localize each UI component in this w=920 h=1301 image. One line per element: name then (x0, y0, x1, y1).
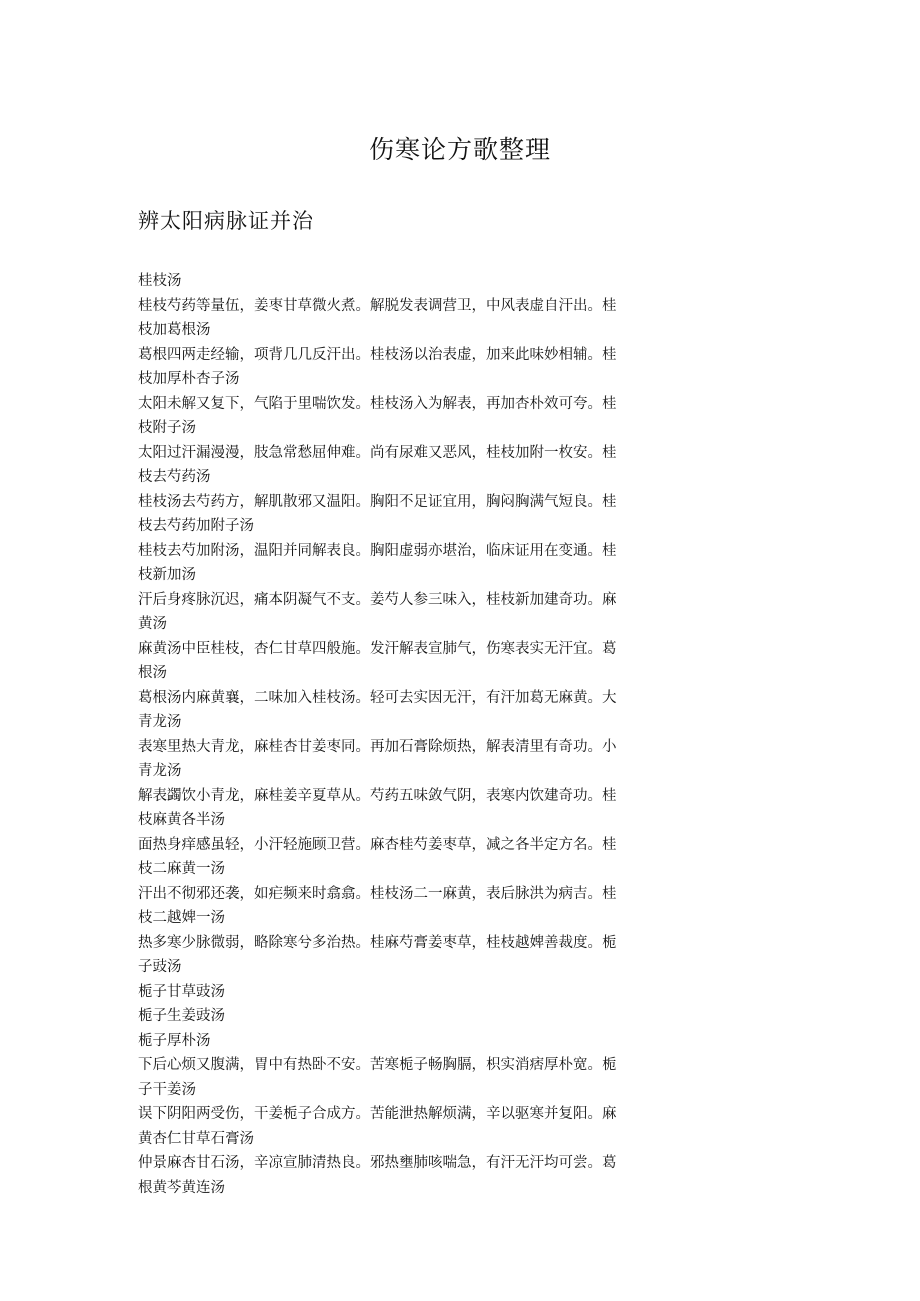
text-line: 子豉汤 (138, 959, 182, 975)
text-line: 黄汤 (138, 616, 167, 632)
text-line: 桂枝去芍加附汤，温阳并同解表良。胸阳虚弱亦堪治，临床证用在变通。桂 (138, 542, 617, 559)
text-line: 枝二越婢一汤 (138, 910, 225, 926)
text-line: 枝去芍药汤 (138, 469, 211, 485)
text-line: 桂枝芍药等量伍，姜枣甘草微火煮。解脱发表调营卫，中风表虚自汗出。桂 (138, 297, 617, 314)
text-line: 枝去芍药加附子汤 (138, 518, 254, 534)
text-line: 枝加葛根汤 (138, 322, 211, 338)
text-line: 仲景麻杏甘石汤，辛凉宣肺清热良。邪热壅肺咳喘急，有汗无汗均可尝。葛 (138, 1155, 617, 1171)
text-line: 枝二麻黄一汤 (138, 861, 225, 877)
text-line: 桂枝汤 (138, 273, 182, 289)
text-line: 枝麻黄各半汤 (138, 812, 225, 828)
text-line: 麻黄汤中臣桂枝，杏仁甘草四般施。发汗解表宣肺气，伤寒表实无汗宜。葛 (138, 640, 617, 657)
text-line: 根汤 (138, 665, 167, 681)
document-title: 伤寒论方歌整理 (368, 135, 551, 164)
text-line: 栀子厚朴汤 (138, 1032, 211, 1049)
text-line: 根黄芩黄连汤 (138, 1179, 225, 1196)
text-line: 下后心烦又腹满，胃中有热卧不安。苦寒栀子畅胸膈，枳实消痞厚朴宽。栀 (138, 1057, 617, 1073)
text-line: 栀子生姜豉汤 (138, 1008, 225, 1024)
section-heading: 辨太阳病脉证并治 (138, 209, 314, 233)
text-line: 桂枝汤去芍药方，解肌散邪又温阳。胸阳不足证宜用，胸闷胸满气短良。桂 (138, 493, 617, 510)
text-line: 解表蠲饮小青龙，麻桂姜辛夏草从。芍药五味敛气阴，表寒内饮建奇功。桂 (138, 787, 617, 804)
text-line: 青龙汤 (138, 763, 182, 779)
text-line: 误下阴阳两受伤，干姜栀子合成方。苦能泄热解烦满，辛以驱寒并复阳。麻 (138, 1106, 617, 1122)
document-body (138, 269, 654, 1200)
text-line: 汗出不彻邪还袭，如疟频来时翕翕。桂枝汤二一麻黄，表后脉洪为病吉。桂 (138, 885, 617, 902)
text-line: 表寒里热大青龙，麻桂杏甘姜枣同。再加石膏除烦热，解表清里有奇功。小 (138, 738, 617, 755)
text-line: 青龙汤 (138, 714, 182, 730)
text-line: 枝新加汤 (138, 567, 196, 583)
text-line: 枝加厚朴杏子汤 (138, 371, 240, 387)
text-line: 枝附子汤 (138, 420, 196, 436)
text-line: 子干姜汤 (138, 1081, 196, 1098)
text-line: 汗后身疼脉沉迟，痛本阴凝气不支。姜芍人参三味入，桂枝新加建奇功。麻 (138, 591, 617, 608)
text-line: 黄杏仁甘草石膏汤 (138, 1130, 254, 1147)
text-line: 太阳过汗漏漫漫，肢急常愁屈伸难。尚有尿难又恶风，桂枝加附一枚安。桂 (138, 444, 617, 461)
text-line: 面热身痒感虽轻，小汗轻施顾卫营。麻杏桂芍姜枣草，减之各半定方名。桂 (138, 836, 617, 853)
text-line: 栀子甘草豉汤 (138, 983, 225, 1000)
text-line: 太阳未解又复下，气陷于里喘饮发。桂枝汤入为解表，再加杏朴效可夸。桂 (138, 395, 617, 412)
text-line: 葛根汤内麻黄襄，二味加入桂枝汤。轻可去实因无汗，有汗加葛无麻黄。大 (138, 689, 617, 706)
text-line: 葛根四两走经输，项背几几反汗出。桂枝汤以治表虚，加来此味妙相辅。桂 (138, 346, 617, 363)
text-line: 热多寒少脉微弱，略除寒兮多治热。桂麻芍膏姜枣草，桂枝越婢善裁度。栀 (138, 934, 617, 951)
